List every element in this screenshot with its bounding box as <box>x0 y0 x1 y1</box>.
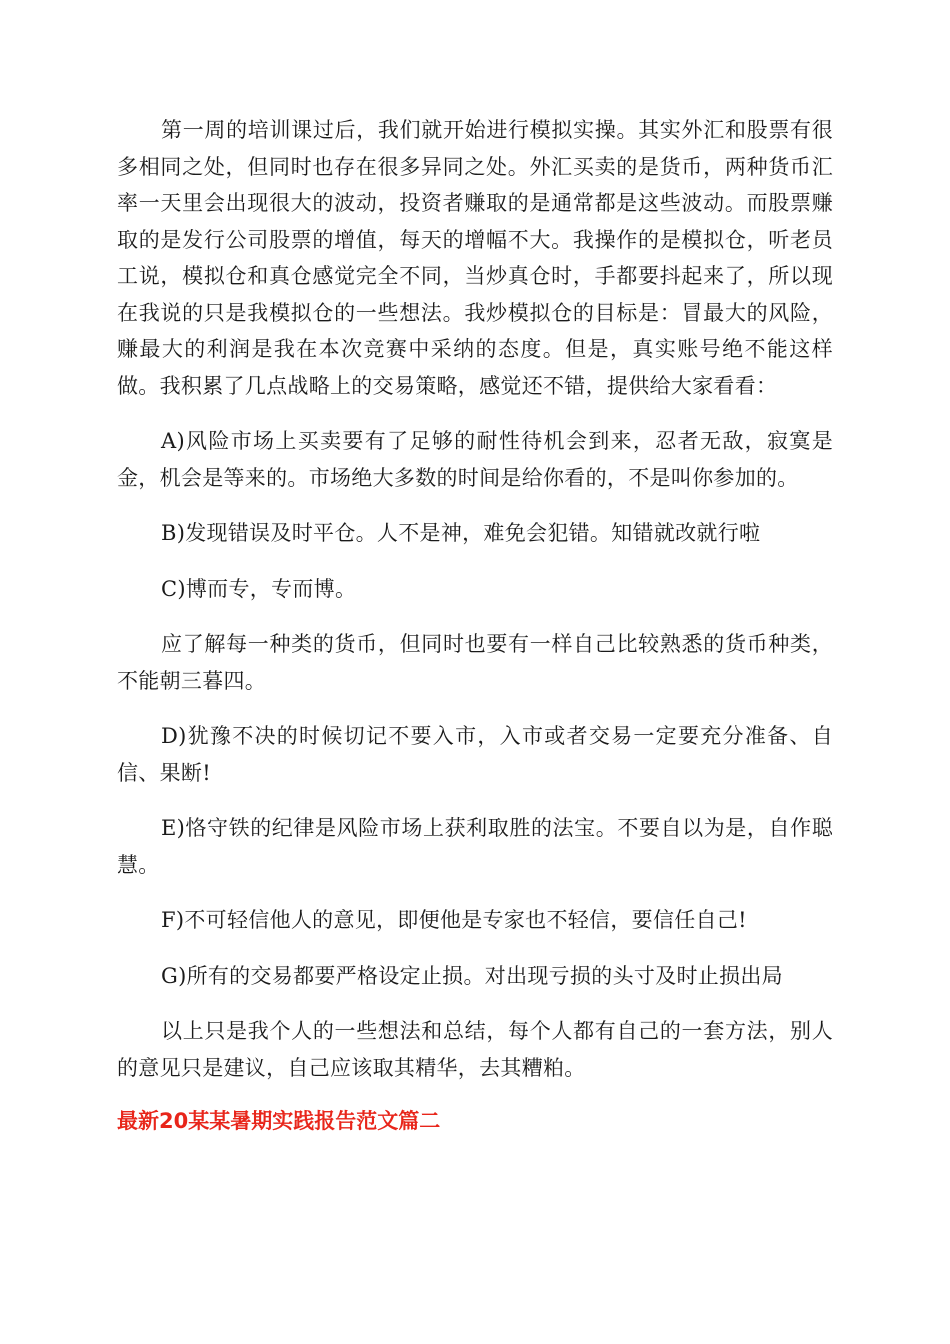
body-paragraph-b: B)发现错误及时平仓。人不是神，难免会犯错。知错就改就行啦 <box>161 521 761 545</box>
section-heading: 最新20某某暑期实践报告范文篇二 <box>117 1109 441 1133</box>
body-paragraph-intro: 第一周的培训课过后，我们就开始进行模拟实操。其实外汇和股票有很多相同之处，但同时也存在很多异同之处。外汇买卖的是货币，两种货币汇率一天里会出现很大的波动，投资者赚取的是通常都是这些波动。而股票赚取的是发行公司股票的增值，每天的增幅不大。我操作的是模拟仓，听老员工说，模拟仓和真仓感觉完全不同，当炒真仓时，手都要抖起来了，所以现在我说的只是我模拟仓的一些想法。我炒模拟仓的目标是：冒最大的风险，赚最大的利润是我在本次竞赛中采纳的态度。但是，真实账号绝不能这样做。我积累了几点战略上的交易策略，感觉还不错，提供给大家看看： <box>117 118 833 398</box>
body-paragraph-f: F)不可轻信他人的意见，即便他是专家也不轻信，要信任自己! <box>161 908 747 932</box>
body-paragraph-d: D)犹豫不决的时候切记不要入市，入市或者交易一定要充分准备、自信、果断! <box>117 724 833 785</box>
body-paragraph-summary: 以上只是我个人的一些想法和总结，每个人都有自己的一套方法，别人的意见只是建议，自己应该取其精华，去其糟粕。 <box>117 1019 833 1080</box>
document-page <box>117 112 833 1137</box>
body-paragraph-c-detail: 应了解每一种类的货币，但同时也要有一样自己比较熟悉的货币种类，不能朝三暮四。 <box>117 632 833 693</box>
body-paragraph-g: G)所有的交易都要严格设定止损。对出现亏损的头寸及时止损出局 <box>161 963 783 988</box>
body-paragraph-e: E)恪守铁的纪律是风险市场上获利取胜的法宝。不要自以为是，自作聪慧。 <box>117 816 833 877</box>
body-paragraph-a: A)风险市场上买卖要有了足够的耐性待机会到来，忍者无敌，寂寞是金，机会是等来的。市场绝大多数的时间是给你看的，不是叫你参加的。 <box>117 429 833 490</box>
body-paragraph-c: C)博而专，专而博。 <box>161 576 357 601</box>
